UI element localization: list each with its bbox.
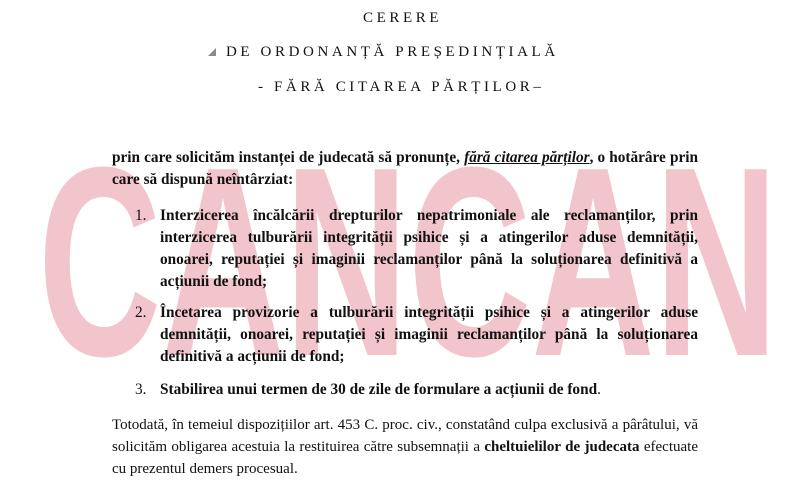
closing-paragraph — [112, 414, 698, 480]
request-number: 2. — [135, 304, 147, 321]
request-number: 3. — [135, 381, 147, 398]
request-item-3 — [135, 379, 698, 401]
watermark-text: CANCAN — [38, 135, 778, 385]
closing-bold: cheltuielilor de judecata — [484, 439, 640, 455]
request-text: Stabilirea unui termen de 30 de zile de formulare a acțiunii de fond — [160, 381, 598, 398]
request-item-2 — [135, 302, 698, 368]
heading-subtitle: DE ORDONANȚĂ PREȘEDINȚIALĂ — [226, 44, 559, 60]
intro-text-after: , o hotărâre prin care să dispună neîntârziat: — [112, 149, 698, 188]
request-number: 1. — [135, 207, 147, 224]
intro-text-before: prin care solicităm instanței de judecată să pronunțe, — [112, 149, 465, 166]
request-end-punctuation: . — [597, 381, 601, 398]
intro-paragraph — [112, 147, 698, 191]
closing-text-before: Totodată, în temeiul dispozițiilor art. 453 C. proc. civ., constatând culpa exclusivă a pârâtului, vă solicităm obligarea acestuia la restituirea către subsemnații a — [112, 417, 698, 455]
closing-text-after: efectuate cu prezentul demers procesual. — [112, 439, 698, 477]
intro-emphasis: fără citarea părților — [464, 149, 590, 166]
heading-title: CERERE — [363, 10, 443, 26]
heading-note: - FĂRĂ CITAREA PĂRȚILOR– — [258, 79, 545, 95]
request-text: Interzicerea încălcării drepturilor nepatrimoniale ale reclamanților, prin interzicerea tulburării integrității psihice și a atingerilor aduse demnității, onoarei, reputației și imaginii reclamanților până la soluționarea definitivă a acțiunii de fond; — [160, 207, 698, 290]
request-item-1 — [135, 205, 698, 293]
heading-marker-icon — [208, 48, 216, 56]
request-text-wrapper — [160, 379, 698, 401]
request-text: Încetarea provizorie a tulburării integrității psihice și a atingerilor aduse demnității, onoarei, reputației și imaginii reclamanților până la soluționarea definitivă a acțiunii de fond; — [160, 304, 698, 365]
